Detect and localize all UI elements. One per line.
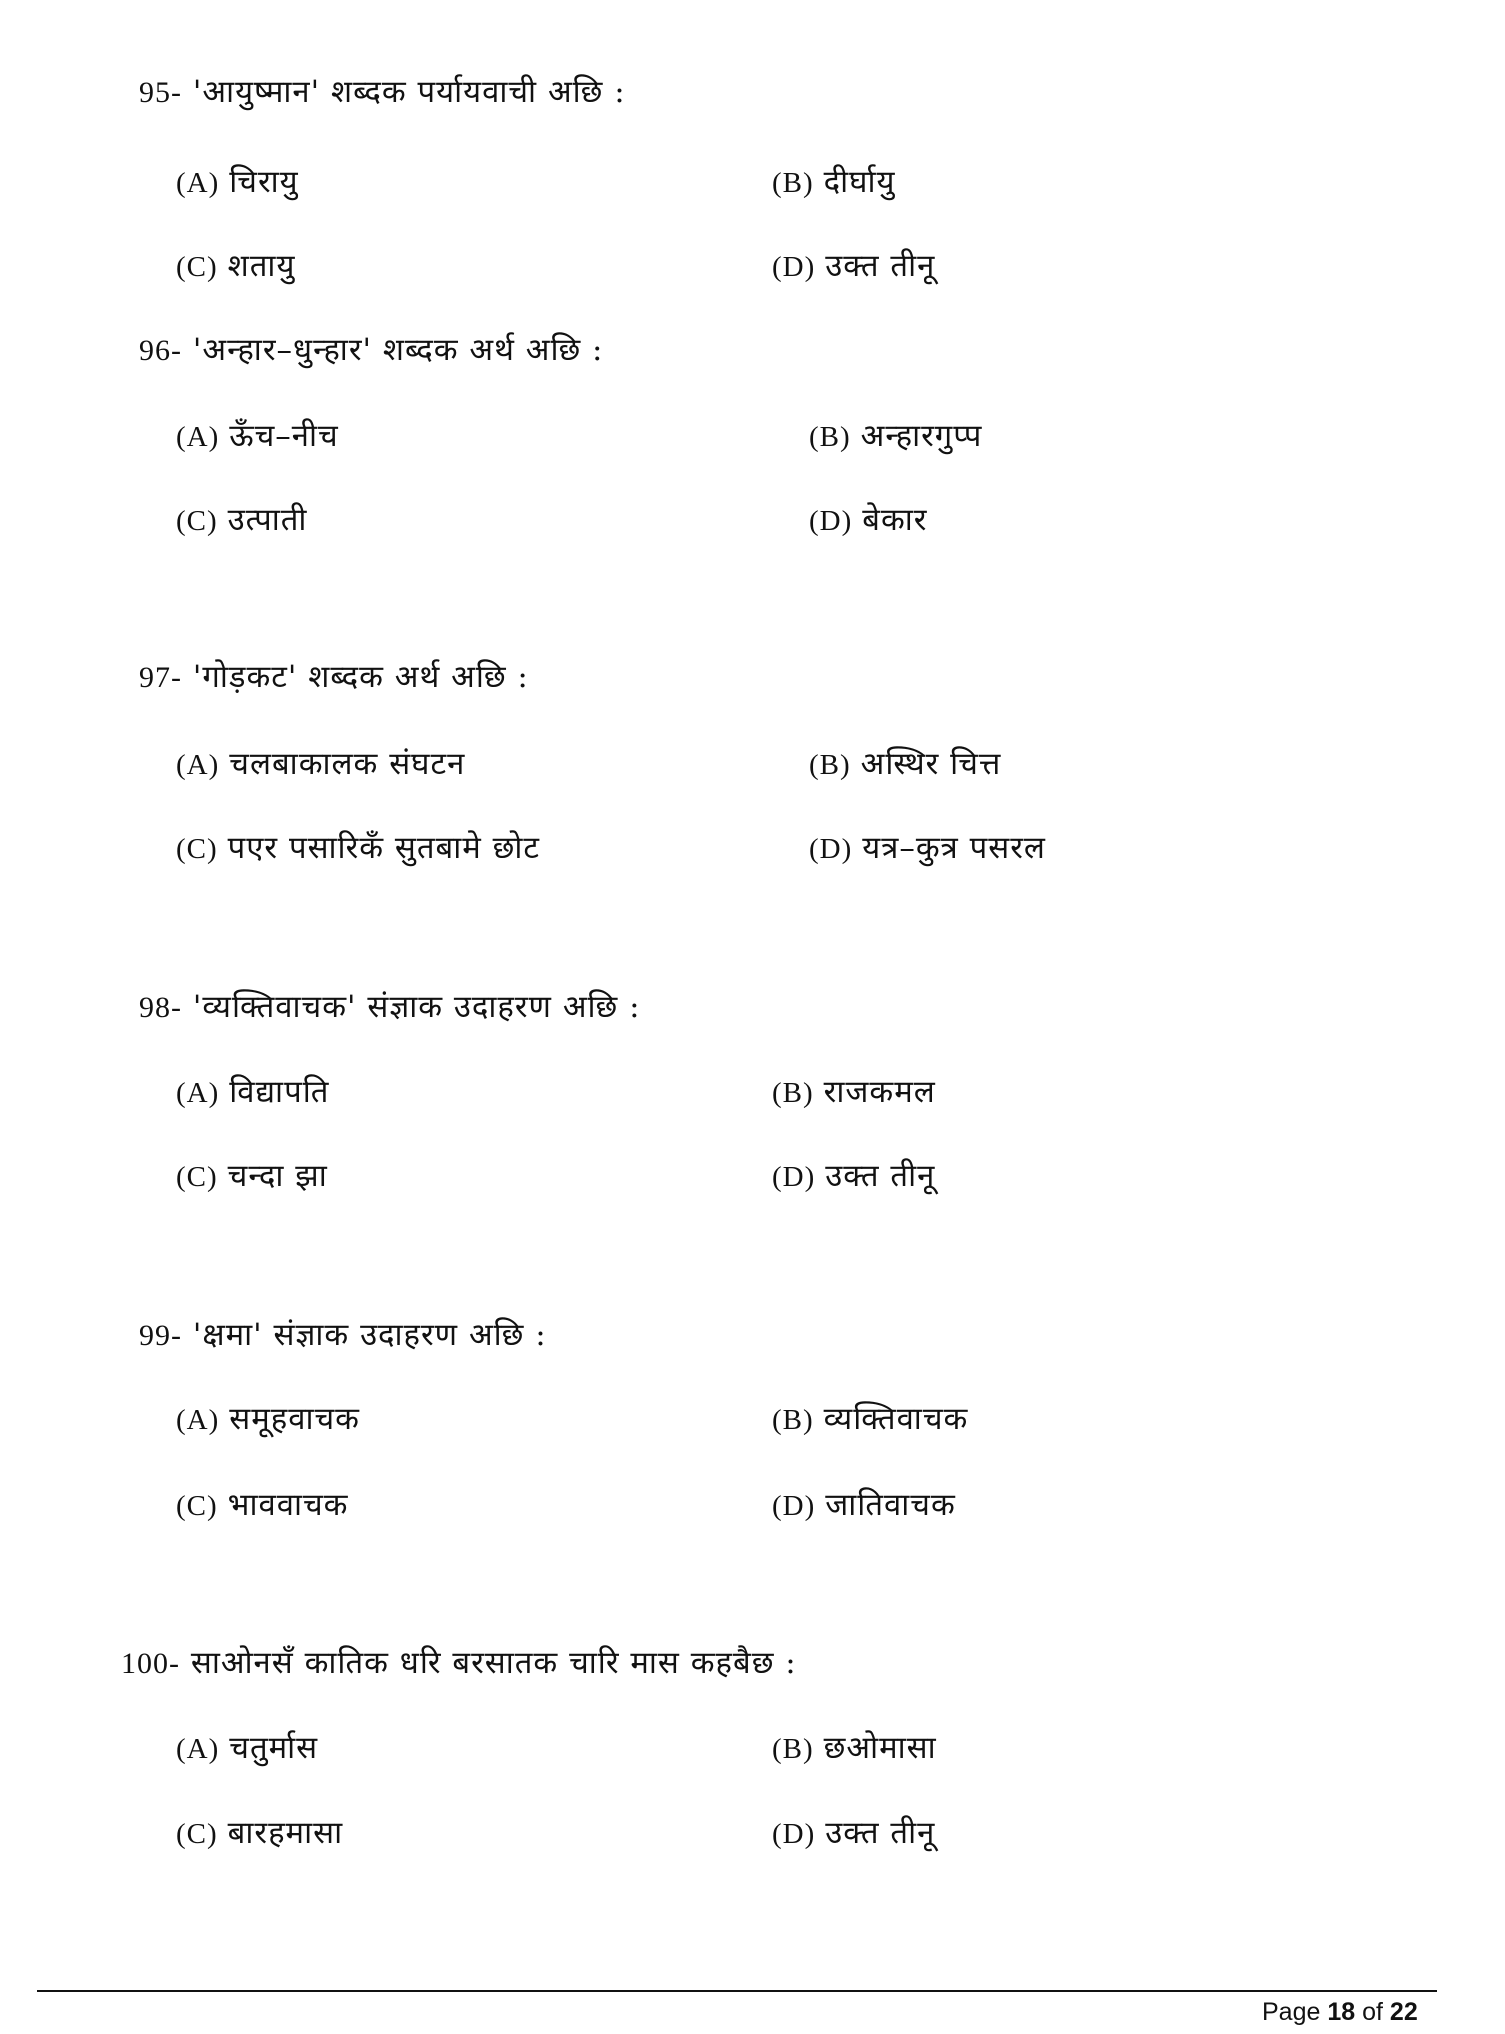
option-text: ऊँच–नीच <box>229 418 339 454</box>
question-number: 95- <box>139 76 182 109</box>
option-label: (D) <box>772 1161 816 1193</box>
option-label: (B) <box>772 167 814 199</box>
question-97 <box>139 657 529 698</box>
option-label: (B) <box>772 1077 814 1109</box>
option-label: (C) <box>176 505 218 537</box>
question-98 <box>139 987 641 1028</box>
option-99-a <box>176 1399 360 1440</box>
question-96 <box>139 330 604 371</box>
option-text: जातिवाचक <box>825 1487 956 1523</box>
question-text: 'अन्हार–धुन्हार' शब्दक अर्थ अछि : <box>192 332 604 368</box>
option-label: (C) <box>176 1161 218 1193</box>
option-label: (D) <box>809 833 853 865</box>
option-label: (D) <box>809 505 853 537</box>
option-text: राजकमल <box>823 1074 936 1110</box>
option-100-b <box>772 1728 937 1769</box>
option-text: विद्यापति <box>229 1074 330 1110</box>
option-text: व्यक्तिवाचक <box>823 1401 969 1437</box>
option-100-c <box>176 1813 343 1854</box>
option-text: चन्दा झा <box>227 1158 328 1194</box>
question-number: 99- <box>139 1319 182 1352</box>
option-95-d <box>772 246 935 287</box>
option-text: उक्त तीनू <box>825 1158 936 1194</box>
footer-divider <box>37 1990 1437 1992</box>
option-label: (B) <box>772 1404 814 1436</box>
option-98-b <box>772 1072 936 1113</box>
option-95-a <box>176 162 299 203</box>
option-96-d <box>809 500 927 541</box>
option-97-b <box>809 744 1001 785</box>
option-text: चिरायु <box>229 164 299 200</box>
option-100-a <box>176 1728 318 1769</box>
option-99-c <box>176 1485 349 1526</box>
option-95-b <box>772 162 896 203</box>
option-text: समूहवाचक <box>229 1401 360 1437</box>
option-text: उक्त तीनू <box>825 248 936 284</box>
option-label: (D) <box>772 251 816 283</box>
option-text: यत्र–कुत्र पसरल <box>862 830 1046 866</box>
question-text: 'गोड़कट' शब्दक अर्थ अछि : <box>192 659 529 695</box>
option-99-b <box>772 1399 968 1440</box>
of-word: of <box>1362 1998 1383 2026</box>
option-97-d <box>809 828 1046 869</box>
option-98-c <box>176 1156 328 1197</box>
option-97-a <box>176 744 465 785</box>
question-text: 'आयुष्मान' शब्दक पर्यायवाची अछि : <box>192 74 626 110</box>
option-label: (B) <box>772 1733 814 1765</box>
option-98-d <box>772 1156 935 1197</box>
total-pages: 22 <box>1389 1998 1418 2026</box>
option-label: (A) <box>176 421 220 453</box>
option-label: (D) <box>772 1490 816 1522</box>
question-number: 100- <box>121 1647 180 1680</box>
option-label: (A) <box>176 749 220 781</box>
page-word: Page <box>1262 1998 1321 2026</box>
current-page: 18 <box>1327 1998 1356 2026</box>
option-text: उत्पाती <box>227 502 308 538</box>
option-96-a <box>176 416 339 457</box>
option-100-d <box>772 1813 935 1854</box>
question-number: 98- <box>139 991 182 1024</box>
option-text: भाववाचक <box>227 1487 349 1523</box>
option-98-a <box>176 1072 329 1113</box>
option-text: पएर पसारिकँ सुतबामे छोट <box>227 830 541 866</box>
question-99 <box>139 1315 547 1356</box>
option-label: (B) <box>809 749 851 781</box>
option-text: दीर्घायु <box>823 164 896 200</box>
option-label: (D) <box>772 1818 816 1850</box>
option-text: छओमासा <box>823 1730 937 1766</box>
option-text: बारहमासा <box>227 1815 344 1851</box>
question-95 <box>139 72 626 113</box>
option-99-d <box>772 1485 956 1526</box>
option-label: (C) <box>176 251 218 283</box>
option-text: शतायु <box>227 248 296 284</box>
question-text: साओनसँ कातिक धरि बरसातक चारि मास कहबैछ : <box>190 1645 797 1681</box>
option-text: उक्त तीनू <box>825 1815 936 1851</box>
option-label: (A) <box>176 1404 220 1436</box>
option-label: (A) <box>176 1077 220 1109</box>
question-text: 'व्यक्तिवाचक' संज्ञाक उदाहरण अछि : <box>192 989 641 1025</box>
question-number: 97- <box>139 661 182 694</box>
question-100 <box>121 1643 797 1684</box>
option-label: (B) <box>809 421 851 453</box>
option-text: चलबाकालक संघटन <box>229 746 466 782</box>
option-97-c <box>176 828 540 869</box>
option-label: (C) <box>176 1818 218 1850</box>
option-text: बेकार <box>862 502 928 538</box>
option-96-b <box>809 416 982 457</box>
option-95-c <box>176 246 295 287</box>
option-label: (C) <box>176 833 218 865</box>
question-text: 'क्षमा' संज्ञाक उदाहरण अछि : <box>192 1317 547 1353</box>
option-text: चतुर्मास <box>229 1730 319 1766</box>
option-label: (C) <box>176 1490 218 1522</box>
option-text: अन्हारगुप्प <box>860 418 983 454</box>
page-number <box>1262 1998 1418 2027</box>
option-label: (A) <box>176 167 220 199</box>
option-text: अस्थिर चित्त <box>860 746 1002 782</box>
option-96-c <box>176 500 307 541</box>
question-number: 96- <box>139 334 182 367</box>
option-label: (A) <box>176 1733 220 1765</box>
